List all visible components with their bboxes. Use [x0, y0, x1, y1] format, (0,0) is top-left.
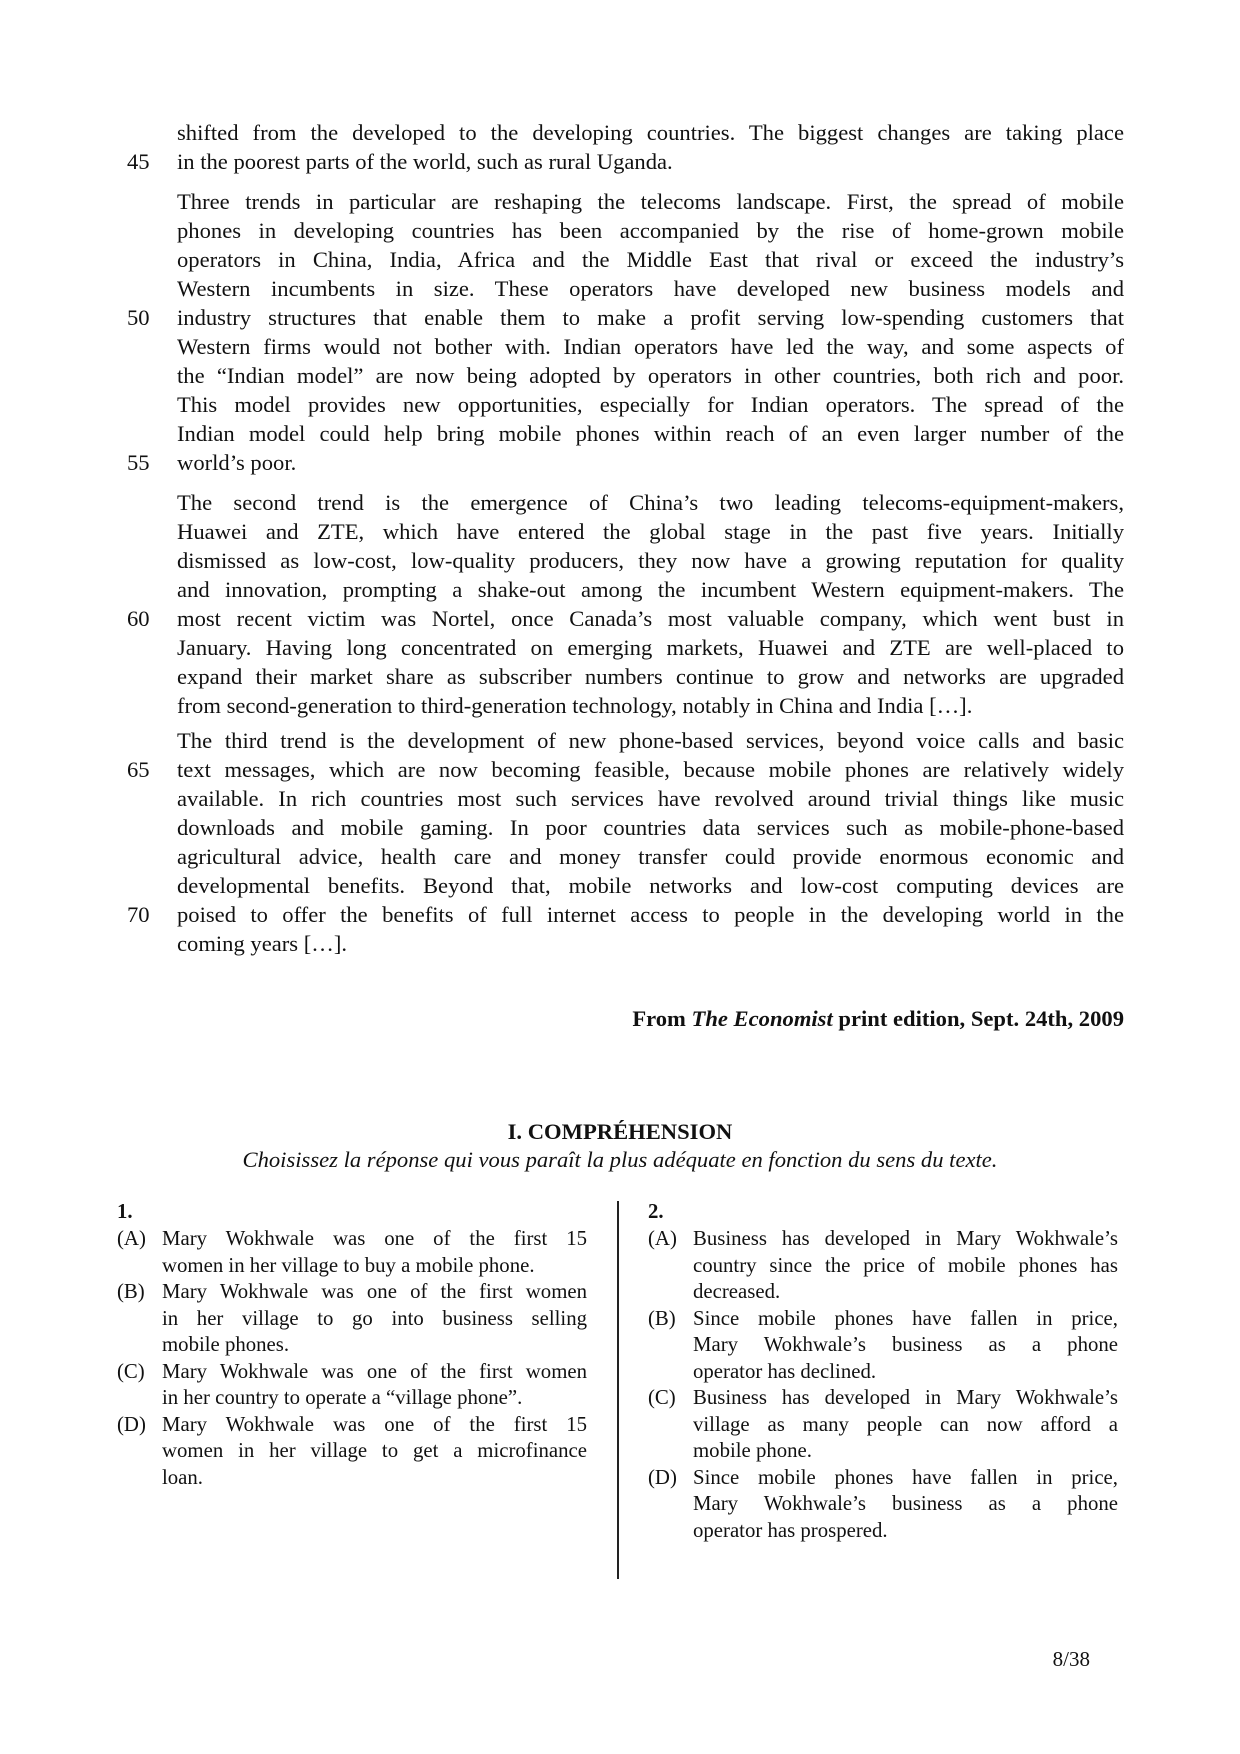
answer-option[interactable]	[117, 1226, 587, 1279]
passage-line: in the poorest parts of the world, such as rural Uganda.	[177, 149, 673, 174]
passage-line: coming years […].	[177, 931, 348, 956]
column-divider	[617, 1201, 619, 1579]
line-number: 70	[127, 902, 150, 927]
option-line: village as many people can now afford a	[693, 1412, 1118, 1436]
source-prefix: From	[632, 1006, 692, 1031]
line-number: 45	[127, 149, 150, 174]
source-citation	[632, 1004, 1124, 1033]
page-number: 8/38	[1052, 1647, 1090, 1671]
passage-line: text messages, which are now becoming feasible, because mobile phones are relatively widely	[177, 757, 1124, 782]
passage-paragraph	[177, 488, 1124, 720]
line-number: 55	[127, 450, 150, 475]
line-number: 60	[127, 606, 150, 631]
option-line: Mary Wokhwale was one of the first 15	[162, 1412, 587, 1436]
source-publication: The Economist	[691, 1006, 833, 1031]
option-line: mobile phone.	[693, 1439, 812, 1462]
passage-line: available. In rich countries most such services have revolved around trivial things like music	[177, 786, 1124, 811]
option-line: Mary Wokhwale’s business as a phone	[693, 1333, 1118, 1356]
option-letter: (C)	[117, 1359, 145, 1383]
option-line: Since mobile phones have fallen in price,	[693, 1465, 1118, 1489]
option-line: in her village to go into business selling	[162, 1306, 587, 1330]
answer-option[interactable]	[117, 1279, 587, 1359]
question-2	[648, 1199, 1118, 1544]
question-1	[117, 1199, 587, 1491]
option-line: Business has developed in Mary Wokhwale’s	[693, 1227, 1118, 1250]
option-line: women in her village to buy a mobile phone.	[162, 1253, 535, 1277]
option-letter: (B)	[648, 1306, 676, 1330]
option-letter: (C)	[648, 1386, 676, 1409]
passage-line: developmental benefits. Beyond that, mobile networks and low-cost computing devices are	[177, 873, 1124, 898]
option-letter: (D)	[648, 1465, 677, 1489]
answer-option[interactable]	[648, 1306, 1118, 1386]
option-line: Mary Wokhwale was one of the first women	[162, 1359, 587, 1383]
passage-line: January. Having long concentrated on emerging markets, Huawei and ZTE are well-placed to	[177, 635, 1124, 660]
option-line: operator has declined.	[693, 1359, 877, 1383]
passage-line: most recent victim was Nortel, once Canada’s most valuable company, which went bust in	[177, 606, 1124, 631]
option-line: Mary Wokhwale was one of the first women	[162, 1280, 587, 1303]
passage-line: world’s poor.	[177, 450, 297, 475]
passage-paragraph	[177, 118, 1124, 176]
passage-line: from second-generation to third-generation technology, notably in China and India […].	[177, 693, 973, 718]
answer-option[interactable]	[648, 1465, 1118, 1545]
option-line: country since the price of mobile phones has	[693, 1253, 1118, 1277]
question-number: 2.	[648, 1200, 664, 1223]
line-number: 65	[127, 757, 150, 782]
section-title: I. COMPRÉHENSION	[507, 1119, 733, 1144]
passage-line: agricultural advice, health care and money transfer could provide enormous economic and	[177, 844, 1124, 869]
passage-line: dismissed as low-cost, low-quality producers, they now have a growing reputation for quality	[177, 548, 1124, 573]
option-line: Business has developed in Mary Wokhwale’s	[693, 1386, 1118, 1409]
option-line: operator has prospered.	[693, 1518, 888, 1542]
answer-option[interactable]	[117, 1412, 587, 1492]
passage-line: poised to offer the benefits of full internet access to people in the developing world in the	[177, 902, 1124, 927]
source-suffix: print edition, Sept. 24th, 2009	[832, 1006, 1124, 1031]
option-line: women in her village to get a microfinance	[162, 1439, 587, 1462]
passage-line: expand their market share as subscriber numbers continue to grow and networks are upgraded	[177, 664, 1124, 689]
passage-line: This model provides new opportunities, especially for Indian operators. The spread of the	[177, 392, 1124, 417]
option-line: in her country to operate a “village phone”.	[162, 1386, 523, 1409]
option-letter: (B)	[117, 1280, 145, 1303]
passage-line: the “Indian model” are now being adopted by operators in other countries, both rich and poor.	[177, 363, 1124, 388]
passage-line: phones in developing countries has been accompanied by the rise of home-grown mobile	[177, 218, 1124, 243]
passage-line: Western firms would not bother with. Indian operators have led the way, and some aspects of	[177, 334, 1124, 359]
passage-line: Three trends in particular are reshaping the telecoms landscape. First, the spread of mobile	[177, 189, 1124, 214]
passage-line: industry structures that enable them to make a profit serving low-spending customers that	[177, 305, 1124, 330]
question-number: 1.	[117, 1200, 133, 1223]
option-letter: (D)	[117, 1412, 146, 1436]
passage-line: shifted from the developed to the developing countries. The biggest changes are taking place	[177, 120, 1124, 145]
option-line: Since mobile phones have fallen in price,	[693, 1306, 1118, 1330]
passage-line: The second trend is the emergence of China’s two leading telecoms-equipment-makers,	[177, 490, 1124, 515]
passage-line: Indian model could help bring mobile phones within reach of an even larger number of the	[177, 421, 1124, 446]
answer-option[interactable]	[648, 1385, 1118, 1465]
passage-paragraph	[177, 726, 1124, 958]
passage-line: Huawei and ZTE, which have entered the global stage in the past five years. Initially	[177, 519, 1124, 544]
answer-option[interactable]	[648, 1226, 1118, 1306]
section-instruction: Choisissez la réponse qui vous paraît la plus adéquate en fonction du sens du texte.	[242, 1147, 998, 1172]
passage-line: Western incumbents in size. These operators have developed new business models and	[177, 276, 1124, 301]
option-line: Mary Wokhwale’s business as a phone	[693, 1492, 1118, 1515]
option-letter: (A)	[117, 1227, 146, 1250]
answer-option[interactable]	[117, 1359, 587, 1412]
line-number: 50	[127, 305, 150, 330]
passage-line: operators in China, India, Africa and the Middle East that rival or exceed the industry’s	[177, 247, 1124, 272]
option-line: loan.	[162, 1465, 204, 1489]
option-letter: (A)	[648, 1227, 677, 1250]
option-line: Mary Wokhwale was one of the first 15	[162, 1227, 587, 1250]
passage-line: and innovation, prompting a shake-out among the incumbent Western equipment-makers. The	[177, 577, 1124, 602]
option-line: decreased.	[693, 1280, 781, 1303]
passage-line: downloads and mobile gaming. In poor countries data services such as mobile-phone-based	[177, 815, 1124, 840]
option-line: mobile phones.	[162, 1333, 290, 1356]
passage-line: The third trend is the development of new phone-based services, beyond voice calls and basic	[177, 728, 1124, 753]
passage-paragraph	[177, 187, 1124, 477]
